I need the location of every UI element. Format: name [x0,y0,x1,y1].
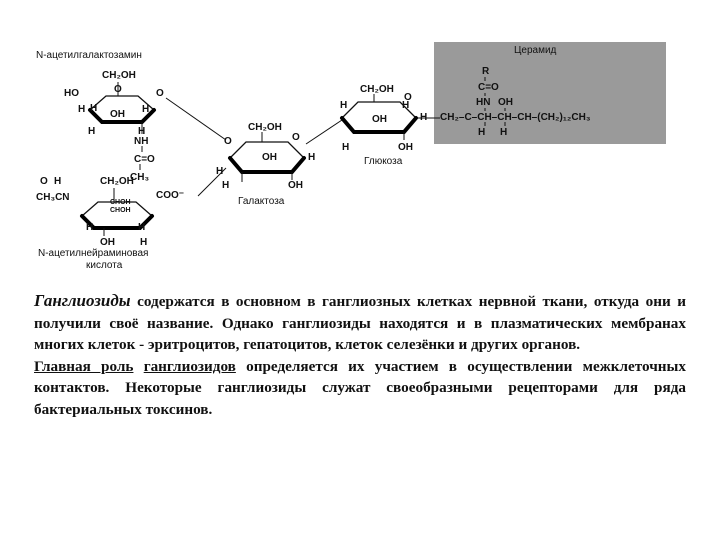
svg-text:H: H [88,126,96,137]
neuraminic-label-line1: N-ацетилнейраминовая [38,248,149,259]
ceramide-oh: OH [498,97,513,108]
svg-text:H: H [142,104,150,115]
main-role-phrase: Главная роль [34,357,134,375]
svg-text:H: H [54,176,62,187]
paragraph-1 [34,290,686,356]
svg-text:H: H [90,103,98,114]
svg-text:O: O [40,176,48,187]
ring-galactose [216,122,315,191]
svg-text:O: O [292,132,300,143]
svg-text:H: H [216,166,224,177]
ceramide-hn: HN [476,97,491,108]
svg-text:C=O: C=O [134,154,155,165]
ceramide-r: R [482,66,490,77]
svg-text:OH: OH [100,237,115,248]
svg-text:H: H [340,100,348,111]
galactose-label: Галактоза [238,196,285,207]
svg-text:OH: OH [372,114,387,125]
svg-text:H: H [78,104,86,115]
paragraph-2 [34,356,686,421]
svg-text:H: H [140,237,148,248]
ceramide-h2: H [500,127,508,138]
ring-glucose [340,84,427,153]
ring-neuraminic-acid [36,176,184,248]
term-gangliosides: Ганглиозиды [34,291,131,310]
svg-text:H: H [342,142,350,153]
ring-nacetylgalactosamine [64,70,164,183]
paragraph-2-rest: определяется их участием в осуществлении межклеточных контактов. Некоторые ганглиозиды служат своеобразными рецепторами для ряда бактериальных токсинов. [34,357,686,418]
svg-text:H: H [402,100,410,111]
svg-text:CHOH: CHOH [110,199,131,206]
gangliosides-word: ганглиозидов [143,357,236,375]
svg-text:CHOH: CHOH [110,207,131,214]
svg-text:O: O [114,84,122,95]
svg-text:H: H [86,222,94,233]
svg-text:H: H [222,180,230,191]
svg-text:O: O [224,136,232,147]
nacetylgalactosamine-label: N-ацетилгалактозамин [36,50,142,61]
description-text [34,290,686,421]
svg-text:OH: OH [110,109,125,120]
ceramide-chain: CH₂–C–CH–CH–CH–(CH₂)₁₂CH₃ [440,112,591,123]
svg-text:CH₂OH: CH₂OH [248,122,282,133]
svg-text:OH: OH [398,142,413,153]
svg-text:H: H [138,126,146,137]
svg-text:OH: OH [288,180,303,191]
ceramide-box [434,42,666,144]
svg-text:HO: HO [64,88,79,99]
svg-text:O: O [156,88,164,99]
svg-text:OH: OH [262,152,277,163]
svg-text:COO⁻: COO⁻ [156,190,185,201]
ceramide-h1: H [478,127,486,138]
ceramide-label: Церамид [514,45,557,56]
neuraminic-label-line2: кислота [86,260,123,271]
svg-text:CH₂OH: CH₂OH [360,84,394,95]
svg-text:CH₂OH: CH₂OH [102,70,136,81]
paragraph-1-rest: содержатся в основном в ганглиозных клетках нервной ткани, откуда они и получили своё название. Однако ганглиозиды находятся и в плазматических мембранах многих клеток - эритроцитов, гепатоцитов, клеток селезёнки и других органов. [34,293,686,354]
glucose-label: Глюкоза [364,156,403,167]
svg-text:H: H [308,152,316,163]
svg-text:O: O [404,92,412,103]
ceramide-co: C=O [478,82,499,93]
svg-text:CH₃CN: CH₃CN [36,192,70,203]
ganglioside-structure-diagram [30,38,670,274]
svg-text:H: H [420,112,428,123]
svg-text:H: H [138,222,146,233]
svg-text:CH₂OH: CH₂OH [100,176,134,187]
svg-text:CH₃: CH₃ [130,172,150,183]
svg-text:NH: NH [134,136,149,147]
